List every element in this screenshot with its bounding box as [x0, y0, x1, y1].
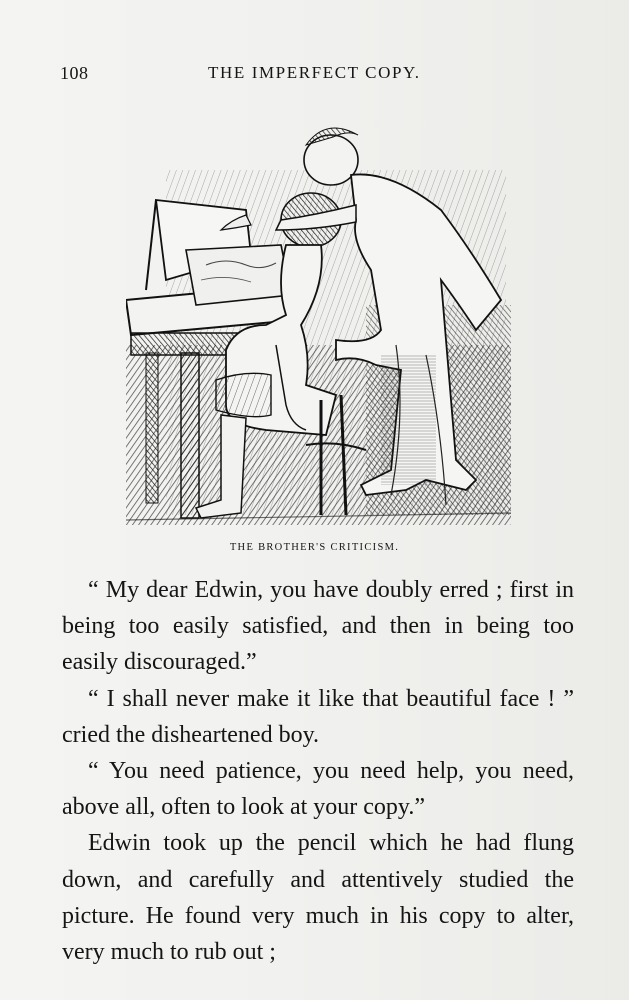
illustration-caption: THE BROTHER'S CRITICISM.	[229, 542, 400, 553]
engraving-illustration	[126, 115, 511, 528]
paragraph: “ I shall never make it like that beautiful face ! ” cried the disheartened boy.	[62, 685, 574, 748]
paragraph: “ My dear Edwin, you have doubly erred ; first in being too easily satisfied, and then in being too easily discouraged.”	[62, 577, 574, 676]
paragraph: “ You need patience, you need help, you need, above all, often to look at your copy.”	[62, 758, 574, 821]
page-number: 108	[60, 63, 89, 83]
body-text	[62, 572, 574, 970]
running-head: THE IMPERFECT COPY.	[208, 63, 421, 82]
paragraph: Edwin took up the pencil which he had flung down, and carefully and attentively studied the picture. He found very much in his copy to alter, very much to rub out ;	[62, 830, 574, 966]
